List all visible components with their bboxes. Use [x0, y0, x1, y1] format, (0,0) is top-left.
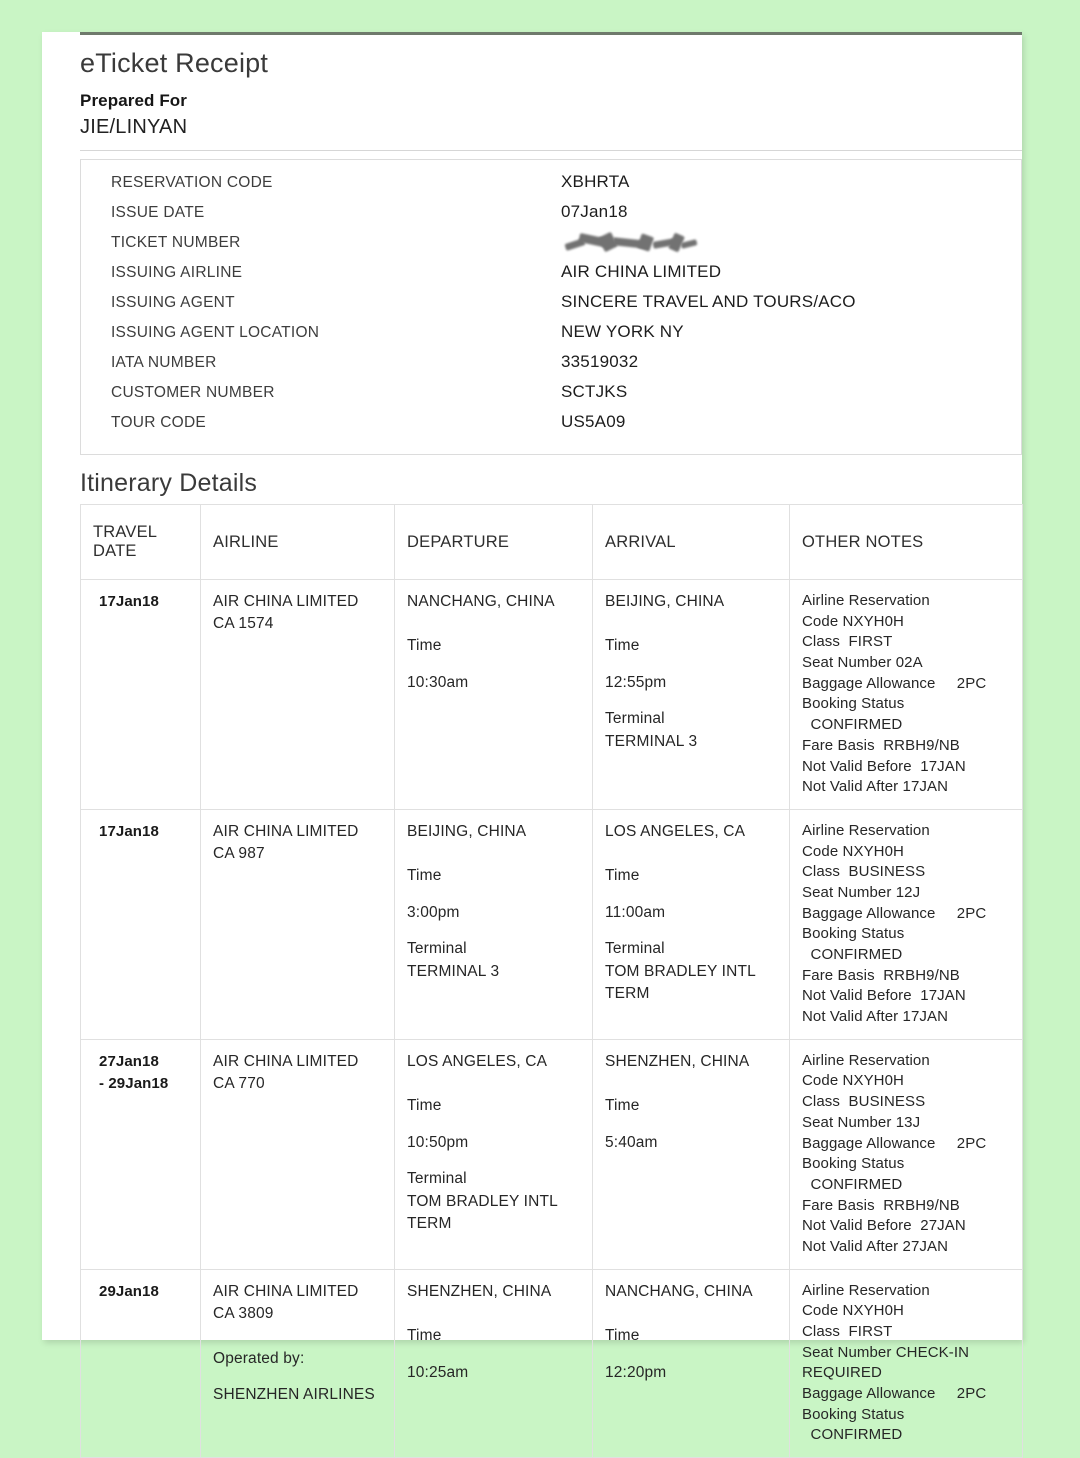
reservation-label: RESERVATION CODE [111, 174, 273, 191]
airline-name: AIR CHINA LIMITED [213, 593, 359, 610]
reservation-row [81, 322, 1021, 352]
reservation-row [81, 202, 1021, 232]
reservation-label: TOUR CODE [111, 414, 206, 431]
arrival-city: BEIJING, CHINA [605, 593, 725, 610]
departure-time: 10:50pm [407, 1133, 469, 1151]
arrival-time-label: Time [605, 867, 640, 885]
column-header-travel-date-line1: TRAVEL [93, 523, 158, 541]
note-line: Fare Basis RRBH9/NB [802, 736, 960, 754]
note-line: Not Valid After 27JAN [802, 1237, 949, 1255]
note-line: Airline Reservation [802, 592, 930, 609]
spacer [605, 1073, 779, 1095]
cell-departure [395, 809, 593, 1039]
page-title: eTicket Receipt [80, 48, 269, 78]
reservation-row [81, 382, 1021, 412]
spacer [407, 924, 582, 938]
note-line: Fare Basis RRBH9/NB [802, 1196, 960, 1214]
spacer [407, 1073, 582, 1095]
header-divider [80, 150, 1022, 151]
departure-terminal-line: TOM BRADLEY INTL [407, 1192, 558, 1210]
note-line: Not Valid Before 17JAN [802, 987, 966, 1005]
redacted-ticket-number [561, 232, 701, 254]
departure-time: 10:30am [407, 673, 469, 691]
operated-by-label: Operated by: [213, 1349, 305, 1367]
reservation-value: SCTJKS [561, 382, 628, 401]
travel-date-line2: - 29Jan18 [99, 1074, 169, 1092]
itinerary-heading: Itinerary Details [80, 469, 258, 497]
spacer [605, 658, 779, 672]
departure-city: SHENZHEN, CHINA [407, 1282, 552, 1300]
operated-by-airline: SHENZHEN AIRLINES [213, 1386, 375, 1404]
reservation-value: NEW YORK NY [561, 322, 684, 341]
cell-other-notes [790, 580, 1023, 810]
column-header-arrival: ARRIVAL [593, 505, 790, 580]
column-header-other-notes: OTHER NOTES [790, 505, 1023, 580]
cell-departure [395, 1039, 593, 1269]
note-line: Code NXYH0H [802, 1302, 904, 1320]
note-line: Class BUSINESS [802, 1093, 926, 1111]
spacer [605, 613, 779, 635]
column-header-travel-date-line2: DATE [93, 542, 137, 560]
reservation-value: US5A09 [561, 412, 626, 431]
arrival-terminal [605, 731, 779, 753]
table-row [81, 809, 1023, 1039]
departure-time: 10:25am [407, 1363, 469, 1381]
departure-time-label: Time [407, 1097, 442, 1115]
reservation-row [81, 172, 1021, 202]
departure-terminal-line: TERM [407, 1215, 452, 1233]
cell-travel-date [81, 809, 201, 1039]
scanned-document-page [42, 32, 1022, 1444]
spacer [605, 1303, 779, 1325]
document-content [80, 32, 1022, 1458]
travel-date-line1: 27Jan18 [99, 1052, 159, 1070]
spacer [407, 1154, 582, 1168]
cell-travel-date [81, 580, 201, 810]
spacer [605, 843, 779, 865]
spacer [407, 843, 582, 865]
note-line: Seat Number CHECK-IN [802, 1343, 970, 1361]
note-line: Code NXYH0H [802, 1072, 904, 1090]
itinerary-header-row [81, 505, 1023, 580]
reservation-row [81, 412, 1021, 442]
spacer [213, 1370, 384, 1384]
flight-number: CA 1574 [213, 615, 274, 633]
reservation-label: ISSUING AGENT LOCATION [111, 324, 320, 341]
reservation-value: XBHRTA [561, 172, 630, 191]
reservation-label: ISSUING AIRLINE [111, 264, 243, 281]
spacer [605, 1348, 779, 1362]
note-line: Code NXYH0H [802, 842, 904, 860]
cell-airline [201, 1269, 395, 1458]
departure-terminal-label: Terminal [407, 1170, 467, 1188]
airline-name: AIR CHINA LIMITED [213, 822, 359, 840]
spacer [605, 924, 779, 938]
travel-date-line1: 17Jan18 [99, 822, 159, 840]
spacer [213, 1326, 384, 1348]
spacer [605, 888, 779, 902]
cell-airline [201, 1039, 395, 1269]
arrival-terminal-label: Terminal [605, 940, 665, 958]
arrival-time: 5:40am [605, 1133, 658, 1151]
departure-time-label: Time [407, 1327, 442, 1345]
arrival-time-label: Time [605, 1327, 640, 1345]
arrival-city: LOS ANGELES, CA [605, 822, 746, 840]
table-row [81, 580, 1023, 810]
reservation-row [81, 262, 1021, 292]
departure-city: NANCHANG, CHINA [407, 593, 555, 610]
arrival-time-label: Time [605, 637, 640, 655]
reservation-label: ISSUING AGENT [111, 294, 235, 311]
cell-travel-date [81, 1269, 201, 1458]
note-line: REQUIRED [802, 1364, 882, 1382]
departure-time-label: Time [407, 637, 442, 655]
note-line: Baggage Allowance 2PC [802, 1134, 987, 1152]
prepared-for-label: Prepared For [80, 91, 188, 110]
passenger-name: JIE/LINYAN [80, 116, 188, 138]
note-line: Airline Reservation [802, 1281, 930, 1299]
travel-date-line1: 17Jan18 [99, 593, 159, 610]
note-line: Airline Reservation [802, 1051, 930, 1069]
note-line: Baggage Allowance 2PC [802, 1385, 987, 1403]
departure-terminal [407, 961, 582, 983]
cell-departure [395, 580, 593, 810]
departure-terminal [407, 1191, 582, 1236]
reservation-row [81, 292, 1021, 322]
note-line: Booking Status [802, 1405, 905, 1423]
reservation-row [81, 232, 1021, 262]
cell-other-notes [790, 1269, 1023, 1458]
arrival-time: 11:00am [605, 903, 666, 921]
arrival-terminal [605, 961, 779, 1006]
table-row [81, 1039, 1023, 1269]
reservation-label: CUSTOMER NUMBER [111, 384, 275, 401]
spacer [407, 888, 582, 902]
cell-departure [395, 1269, 593, 1458]
note-line: Booking Status [802, 1155, 905, 1173]
note-line: CONFIRMED [802, 1426, 903, 1444]
arrival-time-label: Time [605, 1097, 640, 1115]
airline-name: AIR CHINA LIMITED [213, 1052, 359, 1070]
cell-arrival [593, 1039, 790, 1269]
note-line: Seat Number 13J [802, 1113, 921, 1131]
note-line: Airline Reservation [802, 821, 930, 839]
note-line: CONFIRMED [802, 1175, 903, 1193]
departure-city: LOS ANGELES, CA [407, 1052, 548, 1070]
note-line: Class FIRST [802, 633, 893, 651]
arrival-terminal-line: TERMINAL 3 [605, 732, 698, 750]
reservation-label: ISSUE DATE [111, 204, 205, 221]
note-line: Class BUSINESS [802, 863, 926, 881]
arrival-terminal-line: TERM [605, 985, 650, 1003]
note-line: Booking Status [802, 925, 905, 943]
spacer [407, 1118, 582, 1132]
reservation-value: AIR CHINA LIMITED [561, 262, 722, 281]
departure-time: 3:00pm [407, 903, 460, 921]
note-line: Fare Basis RRBH9/NB [802, 966, 960, 984]
reservation-value: 07Jan18 [561, 202, 628, 221]
arrival-city: NANCHANG, CHINA [605, 1282, 753, 1300]
departure-terminal-line: TERMINAL 3 [407, 962, 500, 980]
cell-airline [201, 809, 395, 1039]
redaction-scribble [561, 232, 701, 254]
spacer [407, 1303, 582, 1325]
arrival-time: 12:20pm [605, 1363, 667, 1381]
note-line: Not Valid Before 27JAN [802, 1217, 966, 1235]
arrival-time: 12:55pm [605, 673, 667, 691]
arrival-terminal-label: Terminal [605, 710, 665, 728]
flight-number: CA 987 [213, 845, 265, 863]
note-line: Seat Number 02A [802, 654, 923, 672]
cell-travel-date [81, 1039, 201, 1269]
note-line: Code NXYH0H [802, 612, 904, 630]
note-line: Baggage Allowance 2PC [802, 674, 987, 692]
spacer [407, 658, 582, 672]
cell-other-notes [790, 1039, 1023, 1269]
spacer [407, 613, 582, 635]
note-line: Baggage Allowance 2PC [802, 904, 987, 922]
departure-time-label: Time [407, 867, 442, 885]
cell-arrival [593, 580, 790, 810]
spacer [407, 1348, 582, 1362]
note-line: CONFIRMED [802, 946, 903, 963]
reservation-value: SINCERE TRAVEL AND TOURS/ACO [561, 292, 856, 311]
reservation-label: TICKET NUMBER [111, 234, 241, 252]
departure-city: BEIJING, CHINA [407, 822, 527, 840]
departure-terminal-label: Terminal [407, 940, 467, 958]
airline-name: AIR CHINA LIMITED [213, 1282, 359, 1300]
note-line: Not Valid Before 17JAN [802, 757, 966, 775]
column-header-airline: AIRLINE [201, 505, 395, 580]
column-header-travel-date [81, 505, 201, 580]
travel-date-line1: 29Jan18 [99, 1282, 159, 1300]
cell-arrival [593, 1269, 790, 1458]
arrival-terminal-line: TOM BRADLEY INTL [605, 962, 756, 980]
note-line: CONFIRMED [802, 716, 903, 734]
spacer [605, 1118, 779, 1132]
cell-other-notes [790, 809, 1023, 1039]
note-line: Not Valid After 17JAN [802, 778, 949, 796]
table-row [81, 1269, 1023, 1458]
note-line: Seat Number 12J [802, 883, 921, 901]
spacer [605, 694, 779, 708]
reservation-info-box [80, 159, 1022, 455]
reservation-value: 33519032 [561, 352, 639, 371]
reservation-label: IATA NUMBER [111, 354, 217, 371]
arrival-city: SHENZHEN, CHINA [605, 1052, 750, 1070]
cell-arrival [593, 809, 790, 1039]
flight-number: CA 3809 [213, 1305, 274, 1323]
reservation-row [81, 352, 1021, 382]
note-line: Booking Status [802, 695, 905, 713]
cell-airline [201, 580, 395, 810]
flight-number: CA 770 [213, 1075, 265, 1093]
note-line: Not Valid After 17JAN [802, 1008, 949, 1026]
note-line: Class FIRST [802, 1323, 893, 1340]
column-header-departure: DEPARTURE [395, 505, 593, 580]
itinerary-table [80, 504, 1023, 1458]
